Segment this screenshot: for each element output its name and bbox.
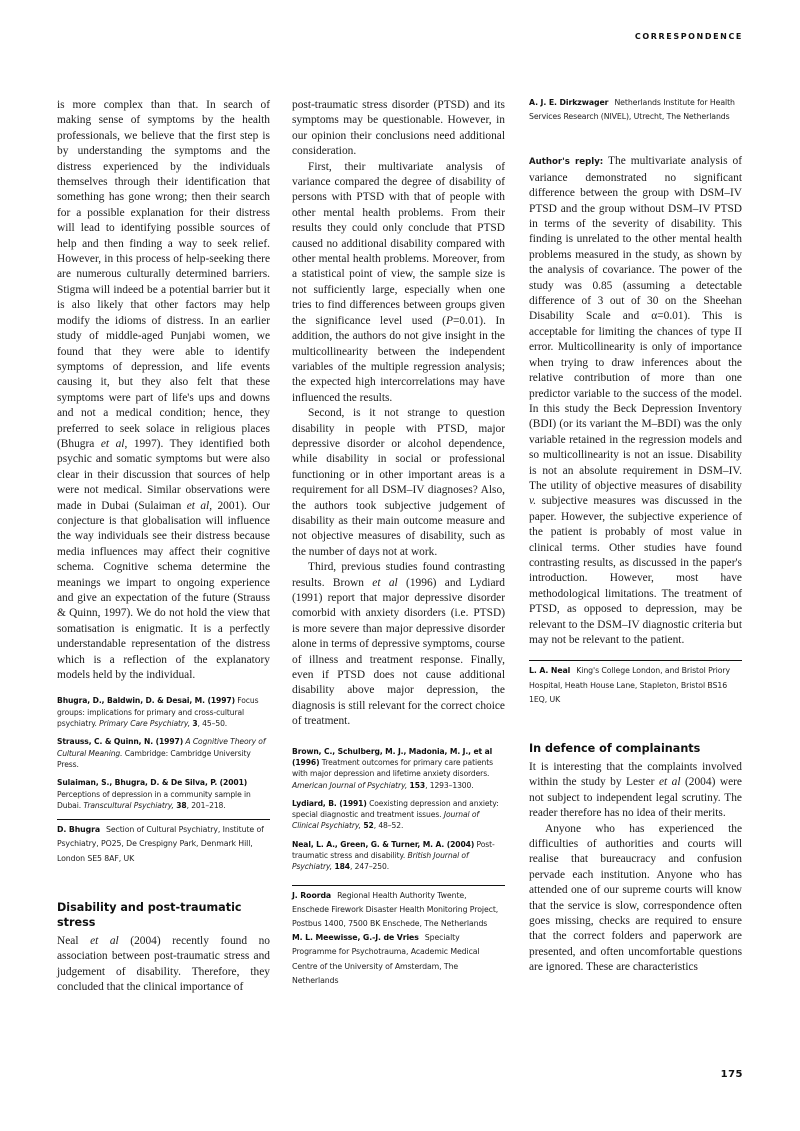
body-paragraph: post-traumatic stress disorder (PTSD) and its symptoms may be questionable. However, in our opinion their conclusions need additional consideration. [292, 99, 505, 158]
section-heading: Disability and post-traumatic stress [57, 900, 242, 929]
column-2 [292, 98, 505, 988]
author-affiliation: M. L. Meewisse, G.-J. de Vries Specialty Programme for Psychotrauma, Academic Medical Centre of the University of Amsterdam, The Netherlands [292, 933, 480, 985]
section-heading: In defence of complainants [529, 742, 701, 756]
reference-list [292, 746, 505, 873]
divider-rule [57, 819, 270, 820]
body-paragraph: is more complex than that. In search of making sense of symptoms by the health professionals, we believe that the first step is by understanding the symptoms and the distress experienced by the individuals themselves through their identification that something has gone wrong; then their search for a possible explanation for their distress will lead to identifying possible sources of help and then finding a way to seek relief. However, in this process of help-seeking there are numerous culturally determined barriers. Stigma will indeed be a potential barrier but it is also likely that other factors may help modify the idioms of distress. In an earlier study of middle-aged Punjabi women, we found that they were able to identify symptoms of depression, and life events causing it, but they also felt that these symptoms were part of life's ups and downs and not a medical condition; hence, they preferred to seek solace in religious places (Bhugra et al, 1997). They identified both psychic and somatic symptoms but were also clear in their discussion that sources of help were not medical. Similar observations were made in Dubai (Sulaiman et al, 2001). Our conjecture is that globalisation will influence the way individuals see their distress because media influences may affect their cognitive schema. Cognitive schema determine the meanings we impart to ongoing experience and give an expectation of the future (Strauss & Quinn, 1997). We do not hold the view that somatisation is enigmatic. It is a perfectly understandable representation of the distress which is a reflection of the explanatory models held by the individual. [57, 99, 270, 682]
reference-item: Sulaiman, S., Bhugra, D. & De Silva, P. (2001) Perceptions of depression in a community sample in Dubai. Transcultural Psychiatry, 38, 201–218. [57, 778, 251, 810]
divider-rule [529, 660, 742, 661]
reference-item: Brown, C., Schulberg, M. J., Madonia, M. J., et al (1996) Treatment outcomes for primary care patients with major depression and lifetime anxiety disorders. American Journal of Psychiatry, 153, 1293–1300. [292, 746, 493, 790]
reference-item: Neal, L. A., Green, G. & Turner, M. A. (2004) Post-traumatic stress and disability. British Journal of Psychiatry, 184, 247–250. [292, 839, 495, 872]
reference-item: Bhugra, D., Baldwin, D. & Desai, M. (1997) Focus groups: implications for primary and cross-cultural psychiatry. Primary Care Psychiatry, 3, 45–50. [57, 696, 259, 729]
authors-reply-paragraph: Author's reply: The multivariate analysis of variance demonstrated no significant difference between the group with DSM–IV PTSD and the group without DSM–IV PTSD in terms of the severity of disability. This finding is unrelated to the other mental health problems measured in the study, as shown by the analysis of covariance. The power of the study was 0.85 (assuming a detectable difference of 3 out of 30 on the Sheehan Disability Scale and α=0.01). This is acceptable for limiting the chances of type II error. Multicollinearity is only of importance when trying to draw inferences about the relative contribution of more than one predictor variable to the success of the model. In this study the Beck Depression Inventory (BDI) (or its variant the M–BDI) was the only variable retained in the regression models and so multicollinearity is not an issue. Disability is not an absolute requirement in DSM–IV. The utility of objective measures of disability v. subjective measures was discussed in the paper. However, the subjective experience of the patient is probably of most value in clinical terms. Other studies have found contrasting results, as discussed in the paper's introduction. However, most have methodological limitations. The treatment of PTSD, as opposed to depression, may be relevant to the DSM–IV diagnostic criteria but may not be relevant to the patient. [529, 155, 743, 646]
body-paragraph: First, their multivariate analysis of variance compared the degree of disability of persons with PTSD with that of people with other mental health problems. From their results they could only conclude that PTSD caused no additional disability compared with other mental health problems. Moreover, from a statistical point of view, the sample size is not sufficiently large, especially when one tries to find differences between groups given the significance level used (P=0.01). In addition, the authors do not give insight in the multicollinearity between the independent variables of the multiple regression analysis; the expected high intercorrelations may have influenced the results. [292, 160, 505, 404]
author-affiliation: D. Bhugra Section of Cultural Psychiatry, Institute of Psychiatry, PO25, De Crespigny Park, Denmark Hill, London SE5 8AF, UK [57, 825, 264, 863]
body-paragraph: Second, is it not strange to question disability in people with PTSD, major depressive disorder or alcohol dependence, while disability in social or professional functioning or in other important areas is a requirement for all DSM–IV diagnoses? Also, the authors took subjective judgement of disability as their main outcome measure and not objective measures of disability, such as the number of days not at work. [292, 407, 505, 558]
column-1 [57, 98, 270, 995]
body-paragraph: Neal et al (2004) recently found no association between post-traumatic stress and judgement of disability. Therefore, they concluded that the clinical importance of [57, 934, 271, 993]
author-affiliation: J. Roorda Regional Health Authority Twente, Enschede Firework Disaster Health Monitoring Project, Postbus 1400, 7500 BK Enschede, The Netherlands [292, 890, 499, 929]
running-head: CORRESPONDENCE [634, 32, 743, 41]
column-3 [529, 98, 742, 976]
reference-item: Strauss, C. & Quinn, N. (1997) A Cognitive Theory of Cultural Meaning. Cambridge: Cambridge University Press. [57, 737, 266, 769]
reference-list [57, 695, 270, 811]
divider-rule [292, 885, 505, 886]
author-affiliation: A. J. E. Dirkzwager Netherlands Institute for Health Services Research (NIVEL), Utrecht, The Netherlands [529, 98, 735, 122]
reference-item: Lydiard, B. (1991) Coexisting depression and anxiety: special diagnostic and treatment issues. Journal of Clinical Psychiatry, 52, 48–52. [292, 798, 499, 831]
page-number: 175 [720, 1069, 743, 1080]
body-paragraph: Third, previous studies found contrasting results. Brown et al (1996) and Lydiard (1991) report that major depressive disorder comorbid with anxiety disorders (i.e. PTSD) is more severe than major depressive disorder alone in terms of depressive symptoms, course of illness and treatment response. Finally, even if PTSD does not cause additional disability above major depression, the diagnosis is still relevant for the correct choice of treatment. [292, 561, 505, 728]
body-paragraph: It is interesting that the complaints involved within the study by Lester et al (2004) were not subject to independent legal scrutiny. The reader therefore has no idea of their merits. [529, 761, 742, 820]
body-paragraph: Anyone who has experienced the difficulties of authorities and courts will realise that bureaucracy and confusion pervade each institution. Anyone who has attended one of our supreme courts will know that the service is slow, correspondence often goes missing, checks are required to ensure that the correct folders and paperwork are presented, and often uncomfortable questions are ignored. These are characteristics [529, 822, 742, 974]
author-affiliation: L. A. Neal King's College London, and Bristol Priory Hospital, Heath House Lane, Stapleton, Bristol BS16 1EQ, UK [529, 666, 731, 704]
